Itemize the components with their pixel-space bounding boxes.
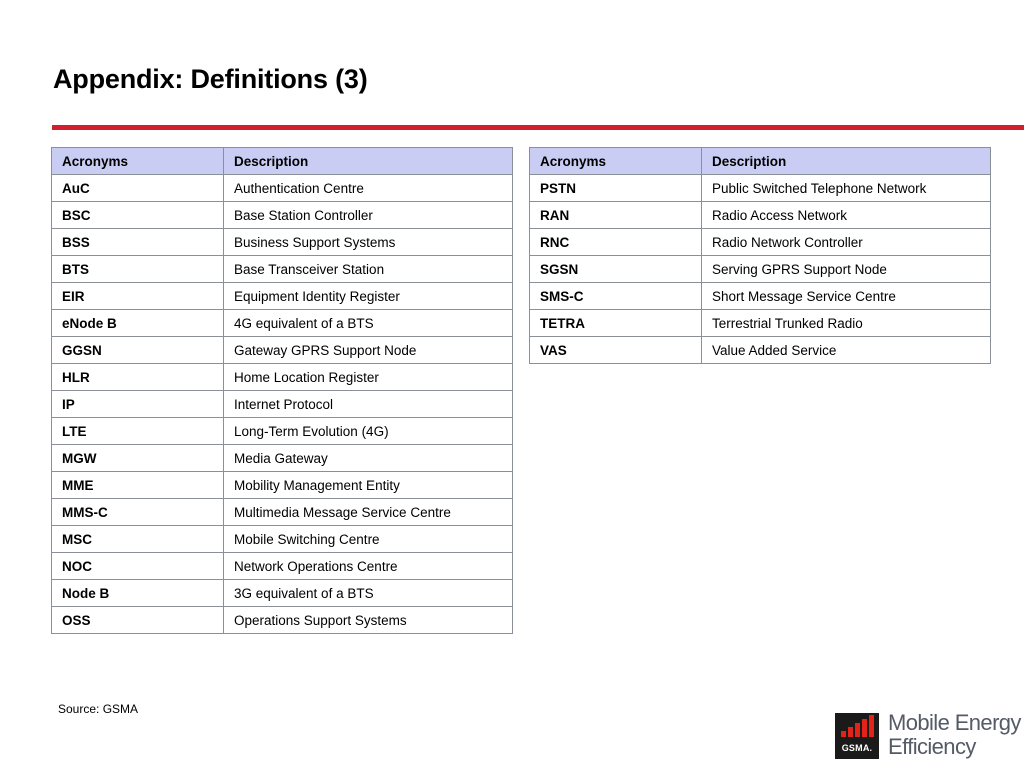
description-cell: Radio Access Network bbox=[702, 202, 991, 229]
description-cell: Base Transceiver Station bbox=[224, 256, 513, 283]
table-header-row bbox=[530, 148, 991, 175]
table-row bbox=[52, 418, 513, 445]
table-row bbox=[52, 607, 513, 634]
description-cell: Gateway GPRS Support Node bbox=[224, 337, 513, 364]
table-row bbox=[52, 283, 513, 310]
description-cell: Business Support Systems bbox=[224, 229, 513, 256]
acronym-cell: SMS-C bbox=[530, 283, 702, 310]
acronym-cell: eNode B bbox=[52, 310, 224, 337]
table-body bbox=[52, 175, 513, 634]
page-title: Appendix: Definitions (3) bbox=[53, 64, 368, 94]
description-cell: Base Station Controller bbox=[224, 202, 513, 229]
gsma-mobile-energy-efficiency-logo bbox=[835, 710, 1021, 766]
logo-text-line1: Mobile Energy bbox=[888, 710, 1021, 735]
acronym-cell: MMS-C bbox=[52, 499, 224, 526]
acronym-cell: AuC bbox=[52, 175, 224, 202]
table-row bbox=[52, 445, 513, 472]
logo-text-line2: Efficiency bbox=[888, 734, 976, 759]
table-row bbox=[52, 256, 513, 283]
table-row bbox=[52, 499, 513, 526]
table-row bbox=[52, 337, 513, 364]
table-row bbox=[530, 283, 991, 310]
table-row bbox=[52, 580, 513, 607]
acronym-cell: BSC bbox=[52, 202, 224, 229]
header-acronyms: Acronyms bbox=[52, 148, 224, 175]
acronym-cell: Node B bbox=[52, 580, 224, 607]
description-cell: Mobility Management Entity bbox=[224, 472, 513, 499]
signal-bars-icon bbox=[835, 713, 879, 743]
gsma-logo-icon bbox=[835, 713, 879, 759]
description-cell: Serving GPRS Support Node bbox=[702, 256, 991, 283]
acronym-cell: EIR bbox=[52, 283, 224, 310]
description-cell: Value Added Service bbox=[702, 337, 991, 364]
acronym-cell: PSTN bbox=[530, 175, 702, 202]
description-cell: 3G equivalent of a BTS bbox=[224, 580, 513, 607]
acronym-cell: MGW bbox=[52, 445, 224, 472]
table-row bbox=[530, 256, 991, 283]
acronym-cell: VAS bbox=[530, 337, 702, 364]
table-row bbox=[530, 175, 991, 202]
gsma-wordmark: GSMA. bbox=[841, 743, 873, 753]
acronym-cell: LTE bbox=[52, 418, 224, 445]
table-row bbox=[52, 472, 513, 499]
table-row bbox=[530, 337, 991, 364]
table-row bbox=[530, 310, 991, 337]
definitions-table-right bbox=[529, 147, 991, 364]
table-row bbox=[52, 310, 513, 337]
table-row bbox=[52, 553, 513, 580]
description-cell: Terrestrial Trunked Radio bbox=[702, 310, 991, 337]
table-row bbox=[52, 175, 513, 202]
table-row bbox=[52, 202, 513, 229]
acronym-cell: HLR bbox=[52, 364, 224, 391]
description-cell: 4G equivalent of a BTS bbox=[224, 310, 513, 337]
table-header-row bbox=[52, 148, 513, 175]
acronym-cell: IP bbox=[52, 391, 224, 418]
acronym-cell: MSC bbox=[52, 526, 224, 553]
acronym-cell: TETRA bbox=[530, 310, 702, 337]
acronym-cell: OSS bbox=[52, 607, 224, 634]
description-cell: Mobile Switching Centre bbox=[224, 526, 513, 553]
description-cell: Public Switched Telephone Network bbox=[702, 175, 991, 202]
definitions-table-left bbox=[51, 147, 513, 634]
acronym-cell: RAN bbox=[530, 202, 702, 229]
acronym-cell: BSS bbox=[52, 229, 224, 256]
acronym-cell: BTS bbox=[52, 256, 224, 283]
description-cell: Long-Term Evolution (4G) bbox=[224, 418, 513, 445]
description-cell: Home Location Register bbox=[224, 364, 513, 391]
description-cell: Operations Support Systems bbox=[224, 607, 513, 634]
acronym-cell: MME bbox=[52, 472, 224, 499]
acronym-cell: NOC bbox=[52, 553, 224, 580]
table-row bbox=[52, 229, 513, 256]
table-row bbox=[52, 391, 513, 418]
description-cell: Internet Protocol bbox=[224, 391, 513, 418]
header-acronyms: Acronyms bbox=[530, 148, 702, 175]
description-cell: Equipment Identity Register bbox=[224, 283, 513, 310]
header-description: Description bbox=[224, 148, 513, 175]
table-body bbox=[530, 175, 991, 364]
table-row bbox=[530, 202, 991, 229]
acronym-cell: SGSN bbox=[530, 256, 702, 283]
description-cell: Authentication Centre bbox=[224, 175, 513, 202]
title-divider bbox=[52, 125, 1024, 130]
description-cell: Network Operations Centre bbox=[224, 553, 513, 580]
source-note: Source: GSMA bbox=[58, 702, 139, 716]
acronym-cell: GGSN bbox=[52, 337, 224, 364]
acronym-cell: RNC bbox=[530, 229, 702, 256]
table-row bbox=[52, 364, 513, 391]
description-cell: Media Gateway bbox=[224, 445, 513, 472]
description-cell: Short Message Service Centre bbox=[702, 283, 991, 310]
table-row bbox=[52, 526, 513, 553]
table-row bbox=[530, 229, 991, 256]
description-cell: Radio Network Controller bbox=[702, 229, 991, 256]
header-description: Description bbox=[702, 148, 991, 175]
description-cell: Multimedia Message Service Centre bbox=[224, 499, 513, 526]
